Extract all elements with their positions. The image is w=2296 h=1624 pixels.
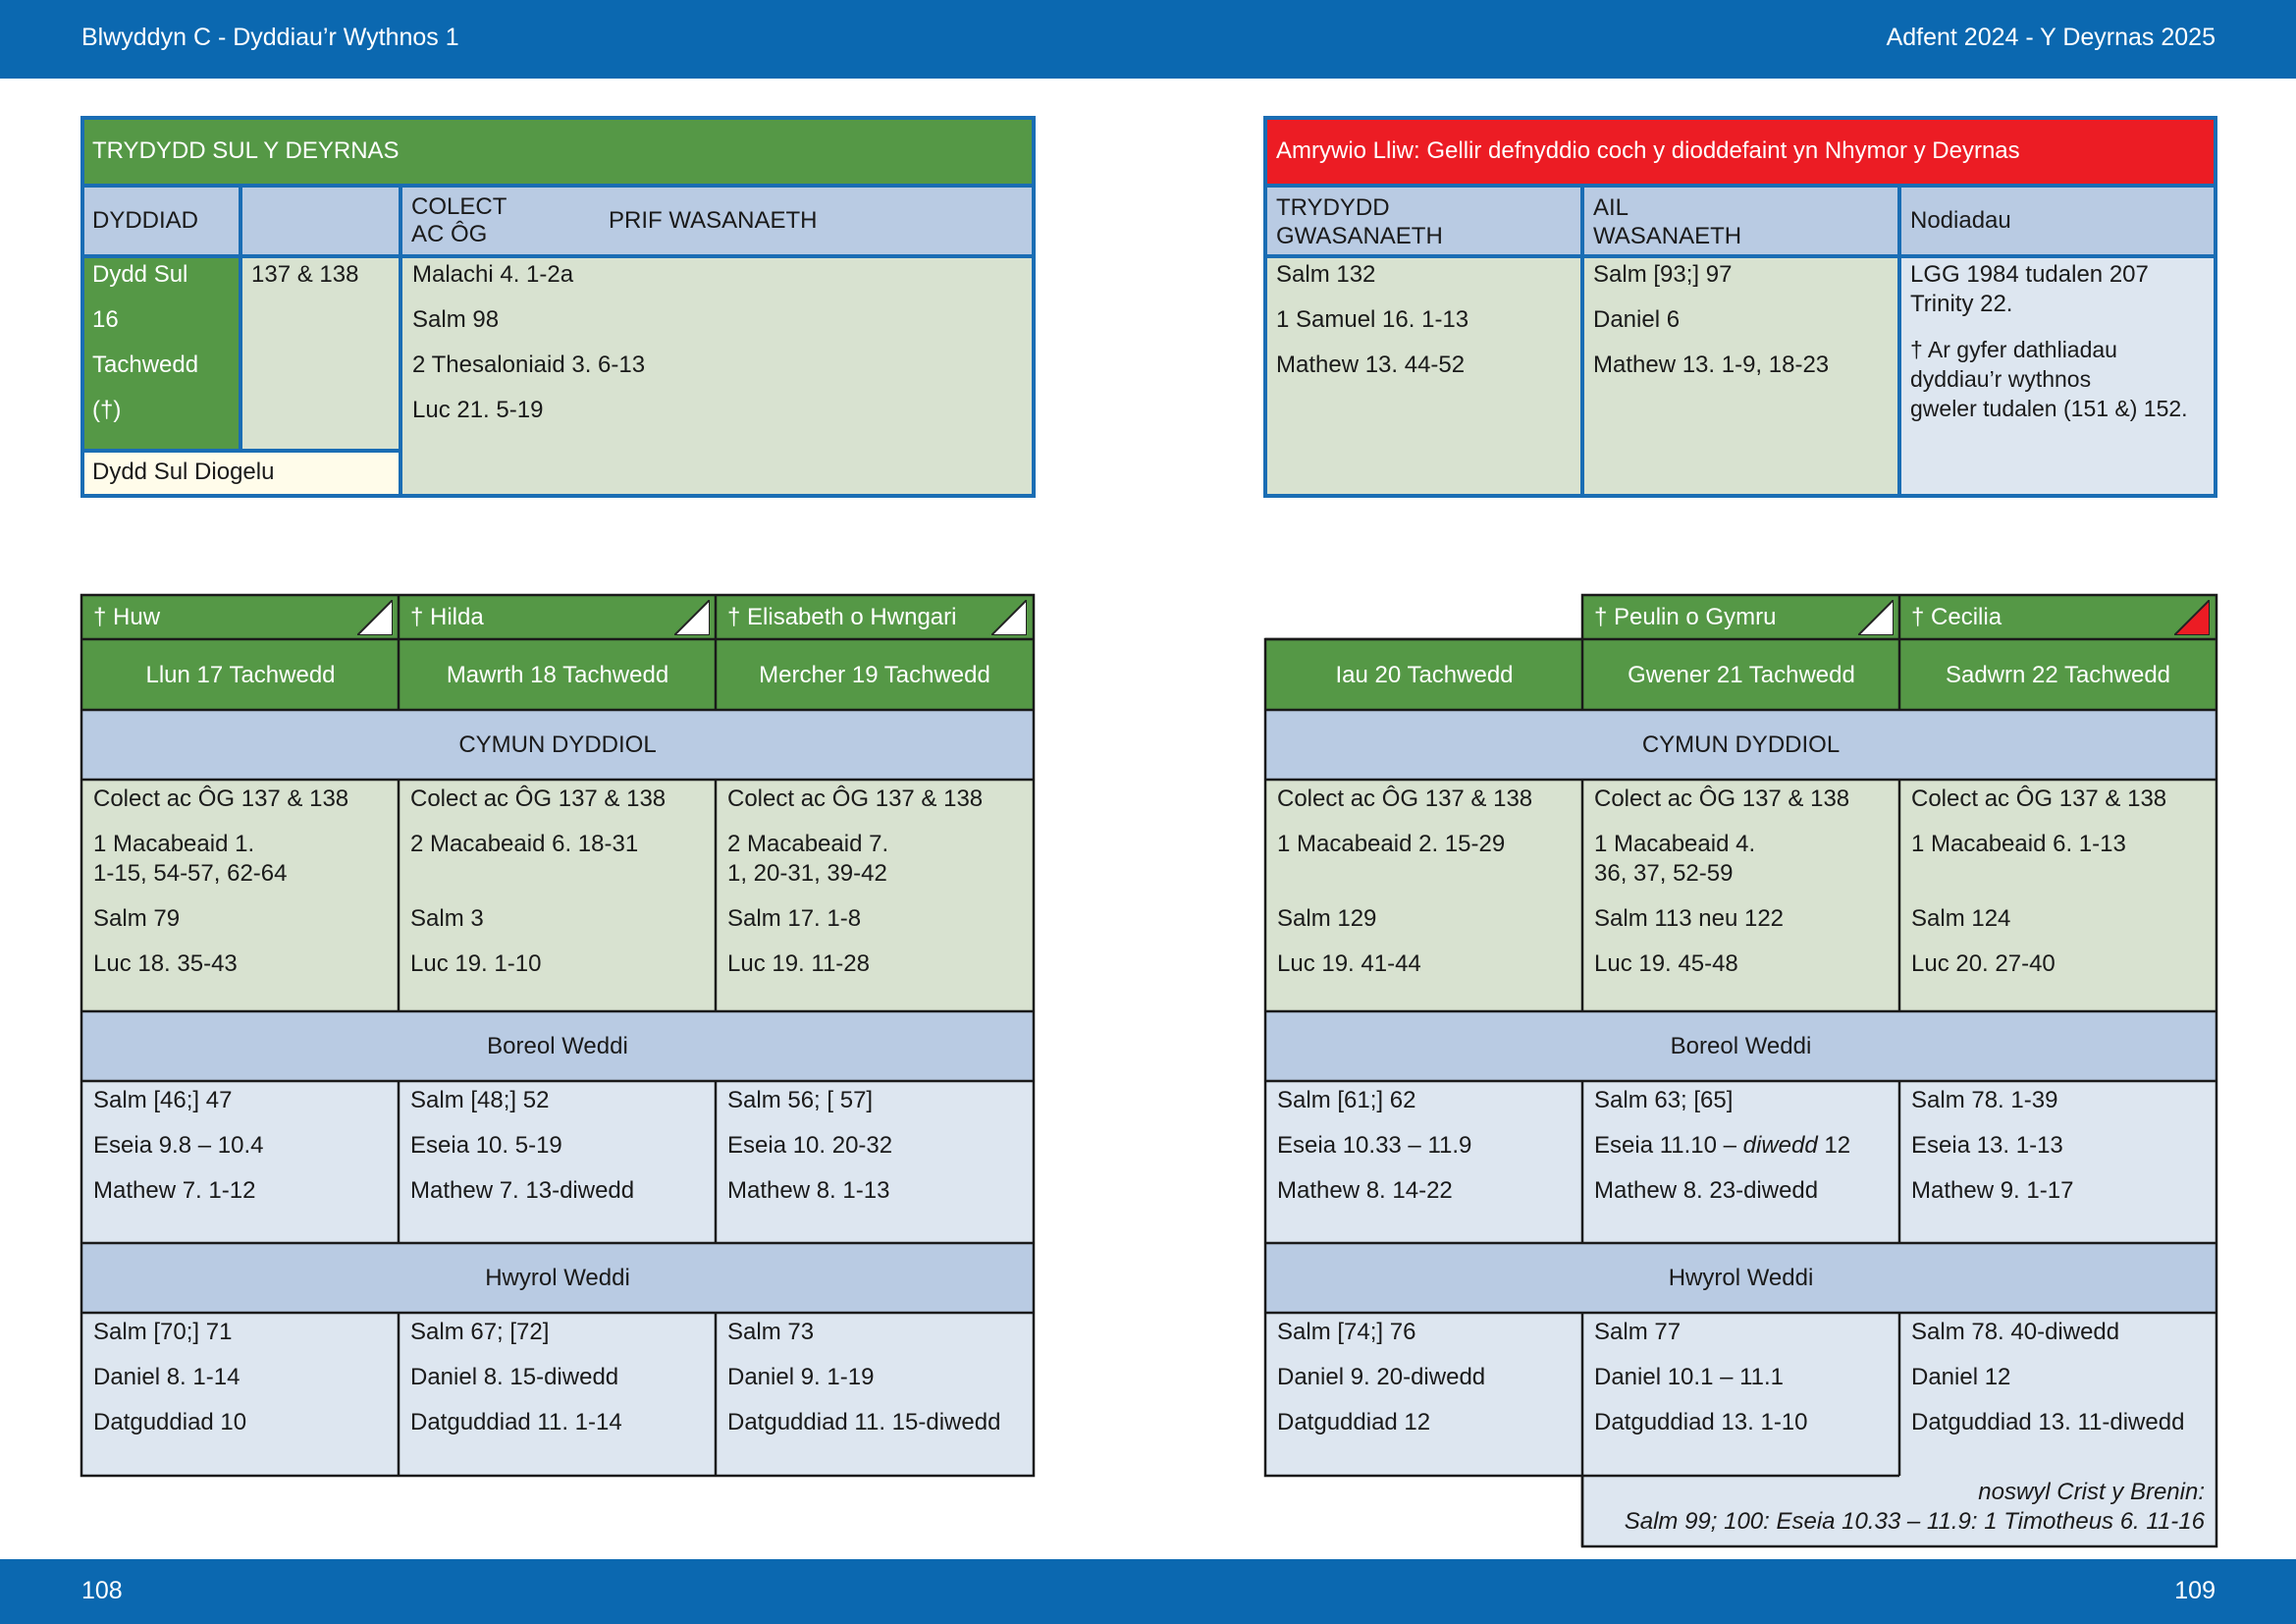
- reading-with-italic: Eseia 11.10 – diwedd 12: [1594, 1132, 1851, 1159]
- second-service-readings: Salm [93;] 97 Daniel 6 Mathew 13. 1-9, 18-23: [1582, 256, 1899, 497]
- eucharist-readings: Colect ac ÔG 137 & 138 1 Macabeaid 2. 15-29 Salm 129 Luc 19. 41-44: [1266, 781, 1582, 1011]
- saint-cell: † Hilda: [400, 596, 716, 639]
- day-date-header: Llun 17 Tachwedd: [82, 640, 399, 710]
- saint-cell: † Cecilia: [1900, 596, 2216, 639]
- sunday-title: TRYDYDD SUL Y DEYRNAS: [81, 117, 1035, 186]
- morning-prayer-readings: Salm [46;] 47 Eseia 9.8 – 10.4 Mathew 7. 1-12: [82, 1082, 399, 1243]
- section-heading-evening-prayer: Hwyrol Weddi: [1266, 1244, 2216, 1313]
- page-footer-band: [0, 1559, 2296, 1624]
- third-service-column-header: TRYDYDD GWASANAETH: [1265, 186, 1582, 256]
- header-right-title: Adfent 2024 - Y Deyrnas 2025: [1886, 24, 2216, 51]
- eve-note-readings: Salm 99; 100: Eseia 10.33 – 11.9: 1 Timotheus 6. 11-16: [1624, 1508, 2205, 1535]
- evening-prayer-readings: Salm 67; [72] Daniel 8. 15-diwedd Datguddiad 11. 1-14: [400, 1314, 716, 1475]
- evening-prayer-readings: Salm [74;] 76 Daniel 9. 20-diwedd Datguddiad 12: [1266, 1314, 1582, 1475]
- second-service-column-header: AIL WASANAETH: [1582, 186, 1899, 256]
- evening-prayer-readings: Salm 78. 40-diwedd Daniel 12 Datguddiad 13. 11-diwedd: [1900, 1314, 2216, 1545]
- eucharist-readings: Colect ac ÔG 137 & 138 2 Macabeaid 7. 1, 20-31, 39-42 Salm 17. 1-8 Luc 19. 11-28: [717, 781, 1033, 1011]
- notes-cell: LGG 1984 tudalen 207 Trinity 22. † Ar gyfer dathliadau dyddiau’r wythnos gweler tudalen (151 &) 152.: [1899, 256, 2216, 497]
- main-service-column-header: PRIF WASANAETH: [598, 186, 1035, 256]
- date-column-header: DYDDIAD: [81, 186, 400, 256]
- morning-prayer-readings: Salm 56; [ 57] Eseia 10. 20-32 Mathew 8. 1-13: [717, 1082, 1033, 1243]
- eucharist-readings: Colect ac ÔG 137 & 138 1 Macabeaid 4. 36, 37, 52-59 Salm 113 neu 122 Luc 19. 45-48: [1583, 781, 1899, 1011]
- evening-prayer-readings: Salm [70;] 71 Daniel 8. 1-14 Datguddiad 10: [82, 1314, 399, 1475]
- day-date-header: Iau 20 Tachwedd: [1266, 640, 1582, 710]
- eucharist-readings: Colect ac ÔG 137 & 138 1 Macabeaid 1. 1-15, 54-57, 62-64 Salm 79 Luc 18. 35-43: [82, 781, 399, 1011]
- day-date-header: Gwener 21 Tachwedd: [1583, 640, 1899, 710]
- colour-variation-banner: Amrywio Lliw: Gellir defnyddio coch y dioddefaint yn Nhymor y Deyrnas: [1265, 117, 2216, 186]
- section-heading-morning-prayer: Boreol Weddi: [82, 1012, 1033, 1081]
- section-heading-eucharist: CYMUN DYDDIOL: [1266, 711, 2216, 780]
- notes-column-header: Nodiadau: [1899, 186, 2216, 256]
- evening-prayer-readings: Salm 73 Daniel 9. 1-19 Datguddiad 11. 15-diwedd: [717, 1314, 1033, 1475]
- saint-cell: † Peulin o Gymru: [1583, 596, 1899, 639]
- sunday-collect-cell: 137 & 138: [240, 256, 401, 451]
- day-date-header: Mercher 19 Tachwedd: [717, 640, 1033, 710]
- morning-prayer-readings: Salm [48;] 52 Eseia 10. 5-19 Mathew 7. 13-diwedd: [400, 1082, 716, 1243]
- header-left-title: Blwyddyn C - Dyddiau’r Wythnos 1: [81, 24, 459, 51]
- saint-cell: † Huw: [82, 596, 399, 639]
- third-service-readings: Salm 132 1 Samuel 16. 1-13 Mathew 13. 44-52: [1265, 256, 1582, 497]
- evening-prayer-readings: Salm 77 Daniel 10.1 – 11.1 Datguddiad 13. 1-10: [1583, 1314, 1899, 1475]
- saint-cell: † Elisabeth o Hwngari: [717, 596, 1033, 639]
- sunday-date-cell: Dydd Sul 16 Tachwedd (†): [81, 256, 240, 451]
- section-heading-eucharist: CYMUN DYDDIOL: [82, 711, 1033, 780]
- morning-prayer-readings: Salm 63; [65] Eseia 11.10 – diwedd 12 Mathew 8. 23-diwedd: [1583, 1082, 1899, 1243]
- section-heading-evening-prayer: Hwyrol Weddi: [82, 1244, 1033, 1313]
- day-date-header: Mawrth 18 Tachwedd: [400, 640, 716, 710]
- day-date-header: Sadwrn 22 Tachwedd: [1900, 640, 2216, 710]
- morning-prayer-readings: Salm 78. 1-39 Eseia 13. 1-13 Mathew 9. 1-17: [1900, 1082, 2216, 1243]
- sunday-note: Dydd Sul Diogelu: [81, 451, 401, 497]
- morning-prayer-readings: Salm [61;] 62 Eseia 10.33 – 11.9 Mathew 8. 14-22: [1266, 1082, 1582, 1243]
- section-heading-morning-prayer: Boreol Weddi: [1266, 1012, 2216, 1081]
- page-number-left: 108: [81, 1577, 123, 1604]
- sunday-readings-cell: Malachi 4. 1-2a Salm 98 2 Thesaloniaid 3. 6-13 Luc 21. 5-19: [401, 256, 1035, 497]
- eucharist-readings: Colect ac ÔG 137 & 138 2 Macabeaid 6. 18-31 Salm 3 Luc 19. 1-10: [400, 781, 716, 1011]
- eve-note-title: noswyl Crist y Brenin:: [1978, 1479, 2205, 1505]
- collect-column-header: COLECT AC ÔG: [400, 186, 598, 256]
- eucharist-readings: Colect ac ÔG 137 & 138 1 Macabeaid 6. 1-13 Salm 124 Luc 20. 27-40: [1900, 781, 2216, 1011]
- page-number-right: 109: [2174, 1577, 2216, 1604]
